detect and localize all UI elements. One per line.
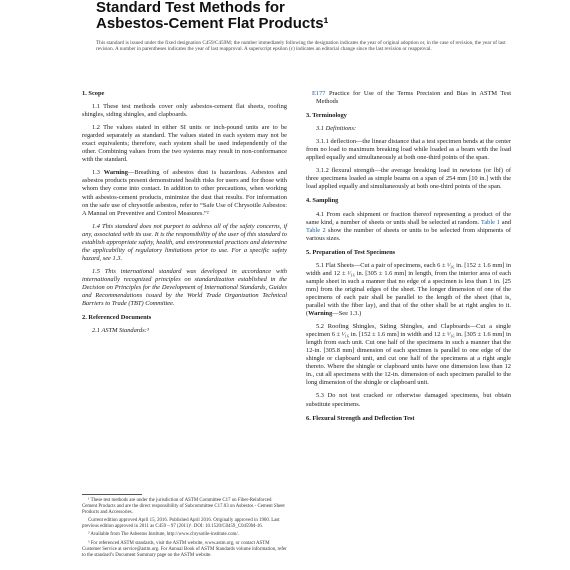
paragraph-1-3-body: —Breathing of asbestos dust is hazardous. Asbestos and asbestos products present demonstrated health risks for users and for those with whom they come into contact. In addition to other precautions, when working with asbestos-cement products, minimize the dust that results. For information on the safe use of chrysotile asbestos, refer to “Safe Use of Chrysotile Asbestos: A Manual on Preventive and Control Measures.”²	[82, 169, 287, 217]
reference-e177	[306, 90, 511, 106]
link-e177[interactable]: E177	[312, 90, 326, 97]
paragraph-1-3-lead: 1.3	[92, 169, 104, 177]
paragraph-5-1	[306, 262, 511, 318]
paragraph-5-1-a: 5.1 Flat Sheets—Cut a pair of specimens, each 6 ± ¹⁄₁₆ in. [152 ± 1.6 mm] in width and 12 ± ¹⁄₁₆ in. [305 ± 1.6 mm] in length, from the interior area of each sample sheet in such a manner that no edge of a specimen is less than 1 in. [25 mm] from the original edges of the sheet. The longer dimension of one of the specimens of each pair shall be parallel to the length of the sheet (that is, parallel with the fiber lay), and that of the other shall be at right angles to it. (	[306, 261, 511, 318]
section-heading-referenced-documents: 2. Referenced Documents	[82, 314, 152, 322]
section-heading-flexural: 6. Flexural Strength and Deflection Test	[306, 414, 415, 422]
left-column	[82, 90, 287, 340]
section-heading-sampling: 4. Sampling	[306, 197, 339, 205]
paragraph-5-2: 5.2 Roofing Shingles, Siding Shingles, and Clapboards—Cut a single specimen 6 ± ¹⁄₁₆ in. [152 ± 1.6 mm] in width and 12 ± ¹⁄₁₆ in. [305 ± 1.6 mm] in length from each unit. Cut one half of the specimens in such a manner that the 12-in. [305.8 mm] dimension of each specimen is parallel to one edge of the shingle or clapboard unit, and cut one half of the specimens at a right angle thereto. Where the shingle or clapboard units have one dimension less than 12 in., cut all specimens with the 12-in. dimension of each specimen parallel to the long dimension of the shingle or clapboard unit.	[306, 323, 511, 387]
paragraph-4-1-b: and	[499, 218, 511, 226]
footnote-1: ¹ These test methods are under the jurisdiction of ASTM Committee C17 on Fiber-Reinforced Cement Products and are the direct responsibility of Subcommittee C17.03 on Asbestos - Cement Sheet Products and Accessories.	[82, 498, 285, 516]
footnote-3: ³ For referenced ASTM standards, visit the ASTM website, www.astm.org, or contact ASTM Customer Service at service@astm.org. For Annual Book of ASTM Standards volume information, refer to the standard’s Document Summary page on the ASTM website.	[82, 540, 287, 558]
paragraph-5-3: 5.3 Do not test cracked or otherwise damaged specimens, but obtain substitute specimens.	[306, 392, 511, 408]
reference-e177-text: Practice for Use of the Terms Precision and Bias in ASTM Test Methods	[316, 90, 511, 106]
designation-notice: This standard is issued under the fixed designation C459/C459M; the number immediately following the designation indicates the year of original adoption or, in the case of revision, the year of last revision. A number in parentheses indicates the year of last reapproval. A superscript epsilon (ε) indicates an editorial change since the last revision or reapproval.	[96, 40, 506, 53]
section-heading-scope: 1. Scope	[82, 90, 105, 97]
paragraph-1-1: 1.1 These test methods cover only asbestos-cement flat sheets, roofing shingles, siding shingles, and clapboards.	[82, 103, 287, 119]
paragraph-1-2: 1.2 The values stated in either SI units or inch-pound units are to be regarded separately as standard. The values stated in each system may not be exact equivalents; therefore, each system shall be used independently of the other. Combining values from the two systems may result in non-conformance with the standard.	[82, 124, 287, 164]
paragraph-1-4: 1.4 This standard does not purport to address all of the safety concerns, if any, associated with its use. It is the responsibility of the user of this standard to establish appropriate safety, health, and environmental practices and determine the applicability of regulatory limitations prior to use. For a specific safety hazard, see 1.3.	[82, 222, 287, 262]
paragraph-5-1-b: —See 1.3.)	[332, 310, 362, 318]
footnotes	[82, 494, 287, 561]
warning-label: Warning	[103, 169, 128, 177]
title-line-1: Standard Test Methods for	[96, 0, 285, 16]
link-table-2[interactable]: Table 2	[306, 226, 326, 234]
document-title	[96, 0, 516, 32]
title-line-2: Asbestos-Cement Flat Products¹	[96, 15, 329, 32]
paragraph-1-3	[82, 169, 287, 217]
paragraph-4-1-a: 4.1 From each shipment or fraction thereof representing a product of the same kind, a number of sheets or units shall be selected at random.	[306, 210, 511, 226]
paragraph-3-1-2: 3.1.2 flexural strength—the average breaking load in newtons (or lbf) of three specimens loaded as simple beams on a span of 254 mm [10 in.] with the load applied equally and simultaneously at both one-third points of the span.	[306, 167, 511, 191]
paragraph-4-1-c: show the number of sheets or units to be selected from shipments of various sizes.	[306, 226, 511, 242]
paragraph-2-1: 2.1 ASTM Standards:³	[92, 327, 149, 335]
paragraph-1-5: 1.5 This international standard was developed in accordance with internationally recognized principles on standardization established in the Decision on Principles for the Development of International Standards, Guides and Recommendations issued by the World Trade Organization Technical Barriers to Trade (TBT) Committee.	[82, 267, 287, 308]
paragraph-4-1	[306, 211, 511, 243]
section-heading-terminology: 3. Terminology	[306, 112, 347, 120]
paragraph-3-1: 3.1 Definitions:	[316, 125, 357, 133]
right-column	[306, 90, 511, 428]
link-table-1[interactable]: Table 1	[480, 218, 500, 226]
warning-label-5-1: Warning	[308, 310, 333, 318]
footnote-1b: Current edition approved April 15, 2016. Published April 2016. Originally approved in 1960. Last previous edition approved in 2011 as C459 – 97 (2011)¹. DOI: 10.1520/C0459_C0459M-16.	[82, 518, 280, 530]
paragraph-3-1-1: 3.1.1 deflection—the linear distance that a test specimen bends at the center from no load to maximum breaking load while loaded as a beam with the load applied equally and simultaneously at both one-third points of the span.	[306, 138, 511, 162]
footnote-2: ² Available from The Asbestos Institute, http://www.chrysotile-institute.com/.	[88, 532, 239, 538]
section-heading-preparation: 5. Preparation of Test Specimens	[306, 248, 396, 256]
footnote-rule	[82, 494, 142, 495]
